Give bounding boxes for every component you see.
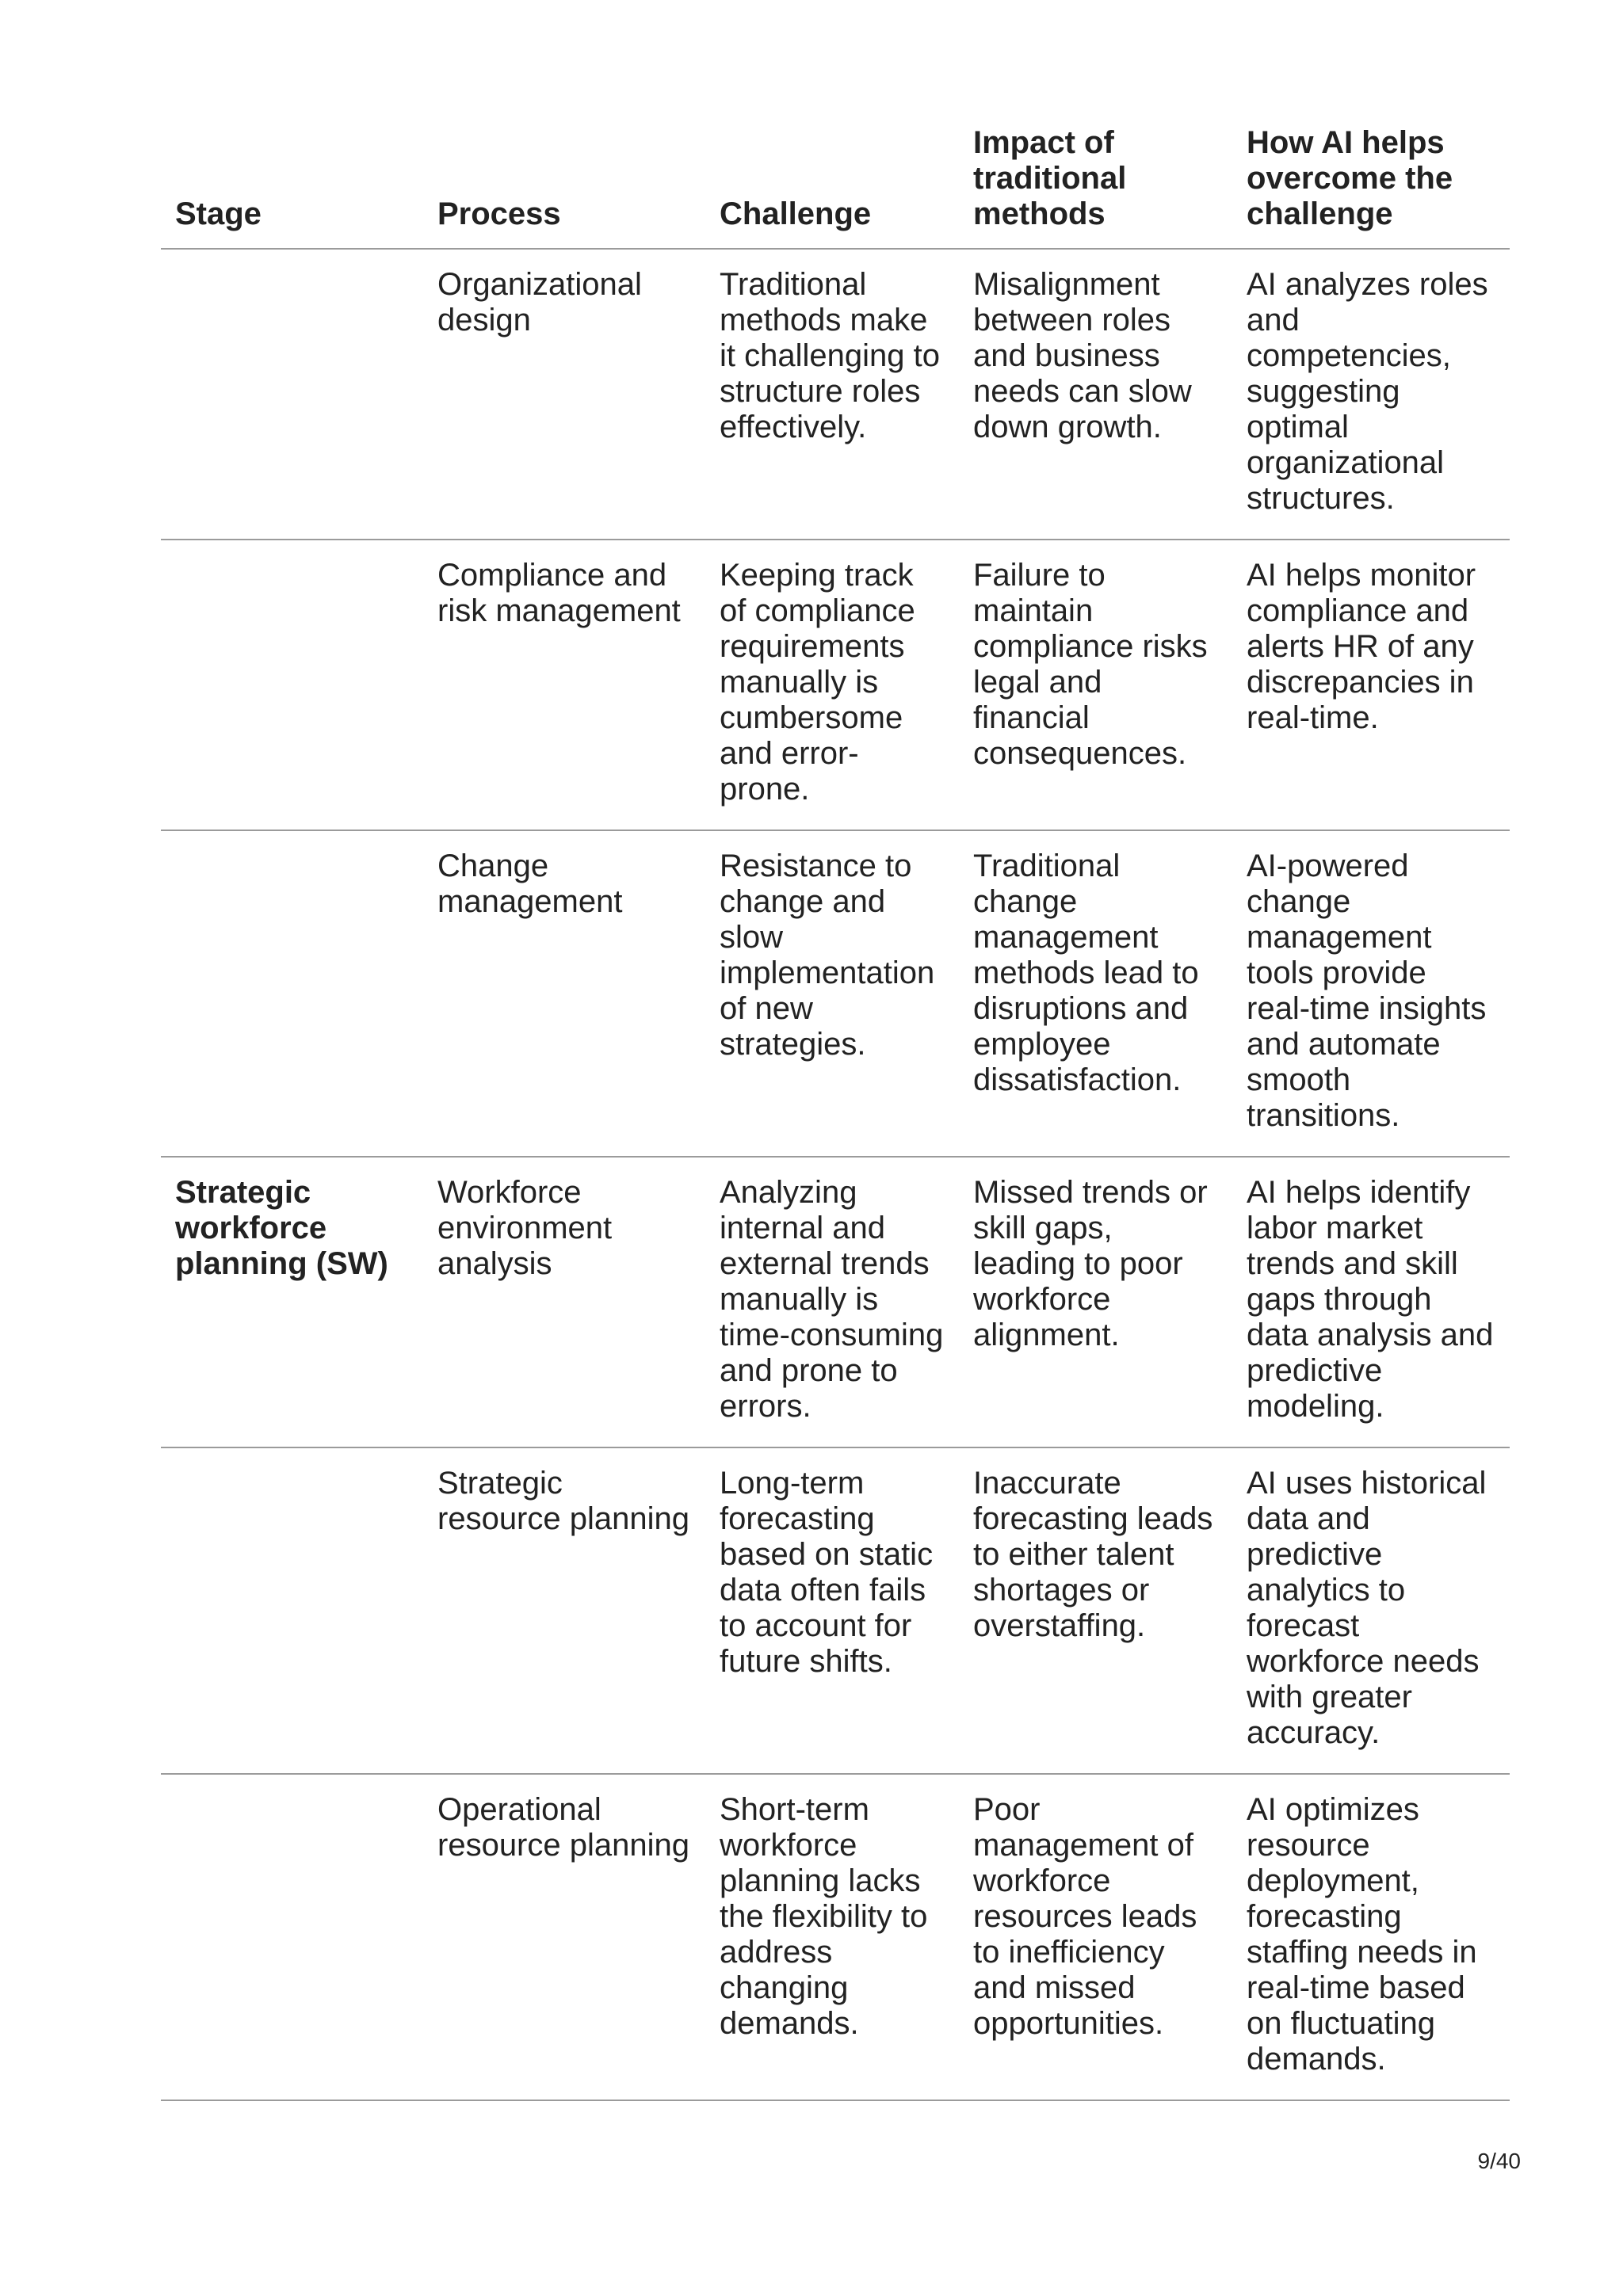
table-row <box>161 1157 1510 1447</box>
impact-cell: Misalignment between roles and business needs can slow down growth. <box>959 249 1232 540</box>
table-row <box>161 1774 1510 2100</box>
header-ai-help: How AI helps overcome the challenge <box>1232 125 1510 249</box>
header-row <box>161 125 1510 249</box>
impact-cell: Failure to maintain compliance risks legal and financial consequences. <box>959 540 1232 830</box>
challenge-cell: Short-term workforce planning lacks the flexibility to address changing demands. <box>705 1774 959 2100</box>
stage-cell <box>161 1774 423 2100</box>
stage-cell: Strategic workforce planning (SW) <box>161 1157 423 1447</box>
table-body <box>161 249 1510 2100</box>
table-row <box>161 249 1510 540</box>
process-cell: Strategic resource planning <box>423 1447 705 1774</box>
process-cell: Compliance and risk management <box>423 540 705 830</box>
stage-cell <box>161 540 423 830</box>
challenge-cell: Analyzing internal and external trends manually is time-consuming and prone to errors. <box>705 1157 959 1447</box>
header-challenge: Challenge <box>705 125 959 249</box>
ai-help-cell: AI uses historical data and predictive analytics to forecast workforce needs with greater accuracy. <box>1232 1447 1510 1774</box>
ai-help-cell: AI optimizes resource deployment, forecasting staffing needs in real-time based on fluctuating demands. <box>1232 1774 1510 2100</box>
hr-ai-table-container <box>161 125 1510 2101</box>
ai-help-cell: AI helps identify labor market trends and skill gaps through data analysis and predictive modeling. <box>1232 1157 1510 1447</box>
ai-help-cell: AI helps monitor compliance and alerts HR of any discrepancies in real-time. <box>1232 540 1510 830</box>
header-stage: Stage <box>161 125 423 249</box>
stage-cell <box>161 249 423 540</box>
impact-cell: Poor management of workforce resources leads to inefficiency and missed opportunities. <box>959 1774 1232 2100</box>
challenge-cell: Traditional methods make it challenging to structure roles effectively. <box>705 249 959 540</box>
table-header <box>161 125 1510 249</box>
table-row <box>161 1447 1510 1774</box>
hr-ai-challenges-table <box>161 125 1510 2101</box>
challenge-cell: Resistance to change and slow implementation of new strategies. <box>705 830 959 1157</box>
impact-cell: Traditional change management methods lead to disruptions and employee dissatisfaction. <box>959 830 1232 1157</box>
process-cell: Organizational design <box>423 249 705 540</box>
stage-cell <box>161 830 423 1157</box>
ai-help-cell: AI-powered change management tools provide real-time insights and automate smooth transitions. <box>1232 830 1510 1157</box>
table-row <box>161 540 1510 830</box>
table-row <box>161 830 1510 1157</box>
page-number: 9/40 <box>1477 2149 1521 2173</box>
challenge-cell: Long-term forecasting based on static data often fails to account for future shifts. <box>705 1447 959 1774</box>
impact-cell: Missed trends or skill gaps, leading to poor workforce alignment. <box>959 1157 1232 1447</box>
challenge-cell: Keeping track of compliance requirements manually is cumbersome and error-prone. <box>705 540 959 830</box>
header-process: Process <box>423 125 705 249</box>
process-cell: Operational resource planning <box>423 1774 705 2100</box>
process-cell: Workforce environment analysis <box>423 1157 705 1447</box>
ai-help-cell: AI analyzes roles and competencies, suggesting optimal organizational structures. <box>1232 249 1510 540</box>
process-cell: Change management <box>423 830 705 1157</box>
header-impact: Impact of traditional methods <box>959 125 1232 249</box>
stage-cell <box>161 1447 423 1774</box>
impact-cell: Inaccurate forecasting leads to either talent shortages or overstaffing. <box>959 1447 1232 1774</box>
